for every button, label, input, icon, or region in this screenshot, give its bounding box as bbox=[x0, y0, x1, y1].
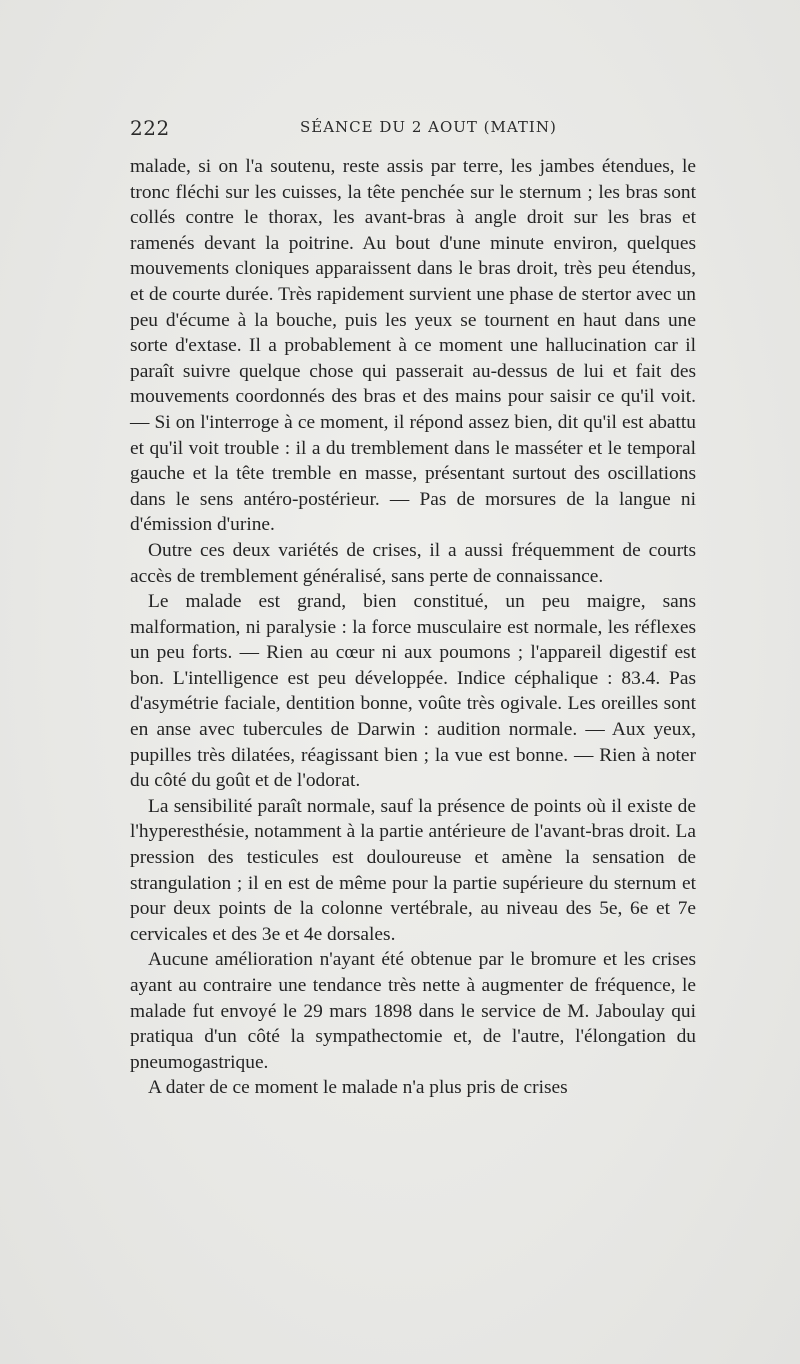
paragraph-2: Outre ces deux variétés de crises, il a aussi fréquemment de courts accès de tremblement généralisé, sans perte de connaissance. bbox=[130, 539, 696, 587]
paragraph-4: La sensibilité paraît normale, sauf la présence de points où il existe de l'hyperesthésie, notamment à la partie antérieure de l'avant-bras droit. La pression des testicules est douloureuse et amène la sensation de strangulation ; il en est de même pour la partie supérieure du sternum et pour deux points de la colonne vertébrale, au niveau des 5e, 6e et 7e cervicales et des 3e et 4e dorsales. bbox=[130, 795, 696, 945]
paragraph-3: Le malade est grand, bien constitué, un peu maigre, sans malformation, ni paralysie : la force musculaire est normale, les réflexes un peu forts. — Rien au cœur ni aux poumons ; l'appareil digestif est bon. L'intelligence est peu développée. Indice céphalique : 83.4. Pas d'asymétrie faciale, dentition bonne, voûte très ogivale. Les oreilles sont en anse avec tubercules de Darwin : audition normale. — Aux yeux, pupilles très dilatées, réagissant bien ; la vue est bonne. — Rien à noter du côté du goût et de l'odorat. bbox=[130, 591, 696, 792]
page-header bbox=[130, 116, 696, 146]
paragraph-6: A dater de ce moment le malade n'a plus pris de crises bbox=[148, 1077, 568, 1099]
body-text bbox=[130, 154, 696, 1101]
page-number: 222 bbox=[130, 116, 170, 140]
running-head: SÉANCE DU 2 AOUT (MATIN) bbox=[300, 118, 557, 136]
paragraph-1: malade, si on l'a soutenu, reste assis par terre, les jambes étendues, le tronc fléchi sur les cuisses, la tête penchée sur le sternum ; les bras sont collés contre le thorax, les avant-bras à angle droit sur les bras et ramenés devant la poitrine. Au bout d'une minute environ, quelques mouvements cloniques apparaissent dans le bras droit, très peu étendus, et de courte durée. Très rapidement survient une phase de stertor avec un peu d'écume à la bouche, puis les yeux se tournent en haut dans une sorte d'extase. Il a probablement à ce moment une hallucination car il paraît suivre quelque chose qui passerait au-dessus de lui et fait des mouvements coordonnés des bras et des mains pour saisir ce qu'il voit. — Si on l'interroge à ce moment, il répond assez bien, dit qu'il est abattu et qu'il voit trouble : il a du tremblement dans le masséter et le temporal gauche et la tête tremble en masse, présentant surtout des oscillations dans le sens antéro-postérieur. — Pas de morsures de la langue ni d'émission d'urine. bbox=[130, 156, 696, 536]
paragraph-5: Aucune amélioration n'ayant été obtenue par le bromure et les crises ayant au contraire une tendance très nette à augmenter de fréquence, le malade fut envoyé le 29 mars 1898 dans le service de M. Jaboulay qui pratiqua d'un côté la sympathectomie et, de l'autre, l'élongation du pneumogastrique. bbox=[130, 949, 696, 1073]
